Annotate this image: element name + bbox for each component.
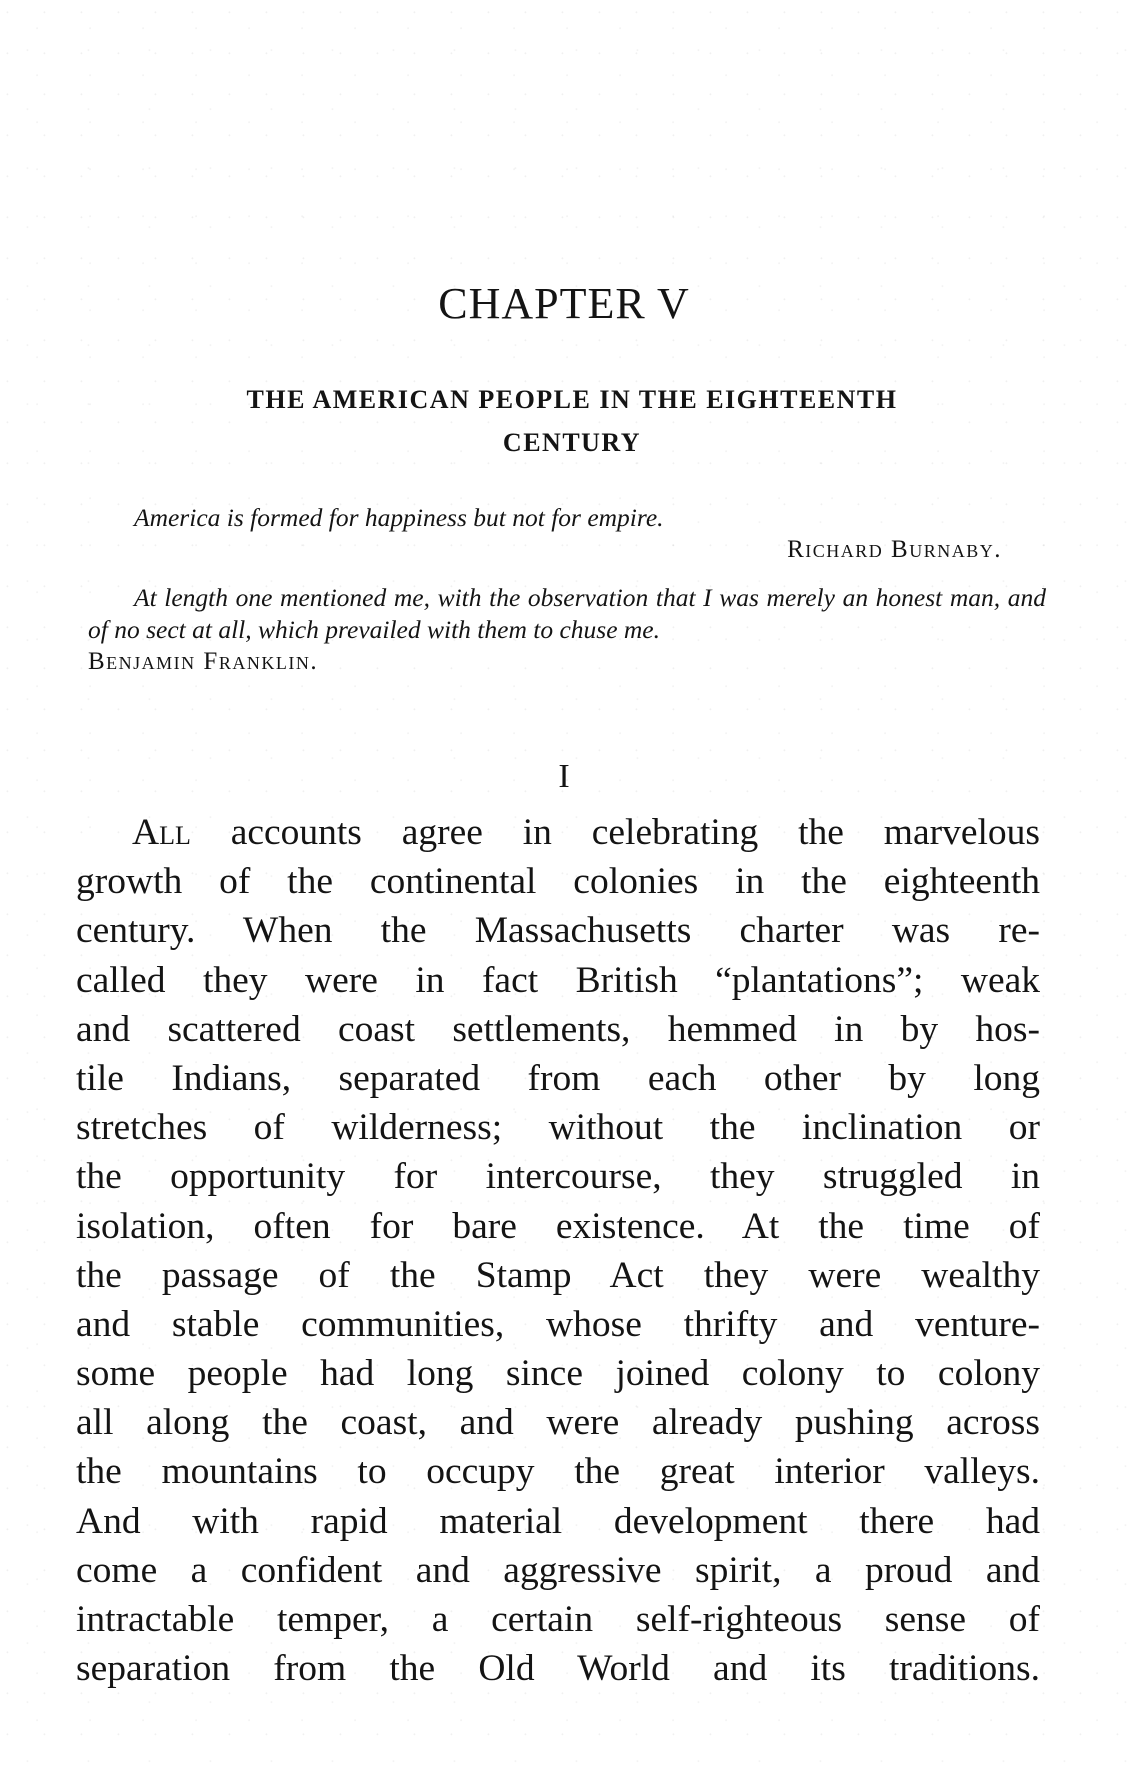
chapter-title: CHAPTER V — [438, 279, 690, 328]
chapter-subtitle — [92, 378, 1052, 464]
lead-word: All — [132, 812, 191, 853]
paragraph-line: come a confident and aggressive spirit, a proud and — [76, 1549, 1040, 1591]
paragraph-line: called they were in fact British “plantations”; weak — [76, 959, 1040, 1001]
paragraph-line: growth of the continental colonies in the eighteenth — [76, 861, 1040, 903]
chapter-subtitle-line-1: THE AMERICAN PEOPLE IN THE EIGHTEENTH — [246, 385, 898, 414]
paragraph-line: and stable communities, whose thrifty and venture- — [76, 1303, 1040, 1345]
chapter-subtitle-line-2: CENTURY — [502, 428, 642, 457]
paragraph-line: separation from the Old World and its traditions. — [76, 1648, 1040, 1690]
paragraph-line: all along the coast, and were already pushing across — [76, 1402, 1040, 1444]
epigraph-burnaby — [88, 502, 1046, 566]
paragraph-line: tile Indians, separated from each other by long — [76, 1057, 1040, 1099]
paragraph-line: the mountains to occupy the great interior valleys. — [76, 1451, 1040, 1493]
epigraph-attribution: Richard Burnaby. — [787, 536, 1002, 563]
epigraph-attribution: Benjamin Franklin. — [88, 648, 319, 675]
body-paragraph — [76, 808, 1040, 1693]
paragraph-line: the passage of the Stamp Act they were wealthy — [76, 1254, 1040, 1296]
paragraph-line: isolation, often for bare existence. At the time of — [76, 1205, 1040, 1247]
paragraph-line: some people had long since joined colony to colony — [76, 1353, 1040, 1395]
paragraph-line: century. When the Massachusetts charter was re- — [76, 910, 1040, 952]
paragraph-line: All accounts agree in celebrating the marvelous — [76, 808, 1040, 857]
epigraph-quote: America is formed for happiness but not for empire. — [134, 503, 664, 532]
paragraph-line: And with rapid material development there had — [76, 1500, 1040, 1542]
section-numeral: I — [558, 758, 570, 795]
paragraph-line: the opportunity for intercourse, they struggled in — [76, 1156, 1040, 1198]
paragraph-line: intractable temper, a certain self-righteous sense of — [76, 1599, 1040, 1640]
epigraph-quote: At length one mentioned me, with the observation that I was merely an honest man, and of no sect at all, which prevailed with them to chuse me. — [88, 583, 1046, 644]
epigraph-franklin — [88, 582, 1046, 678]
paragraph-line: stretches of wilderness; without the inclination or — [76, 1107, 1040, 1149]
paragraph-line: and scattered coast settlements, hemmed in by hos- — [76, 1008, 1040, 1050]
